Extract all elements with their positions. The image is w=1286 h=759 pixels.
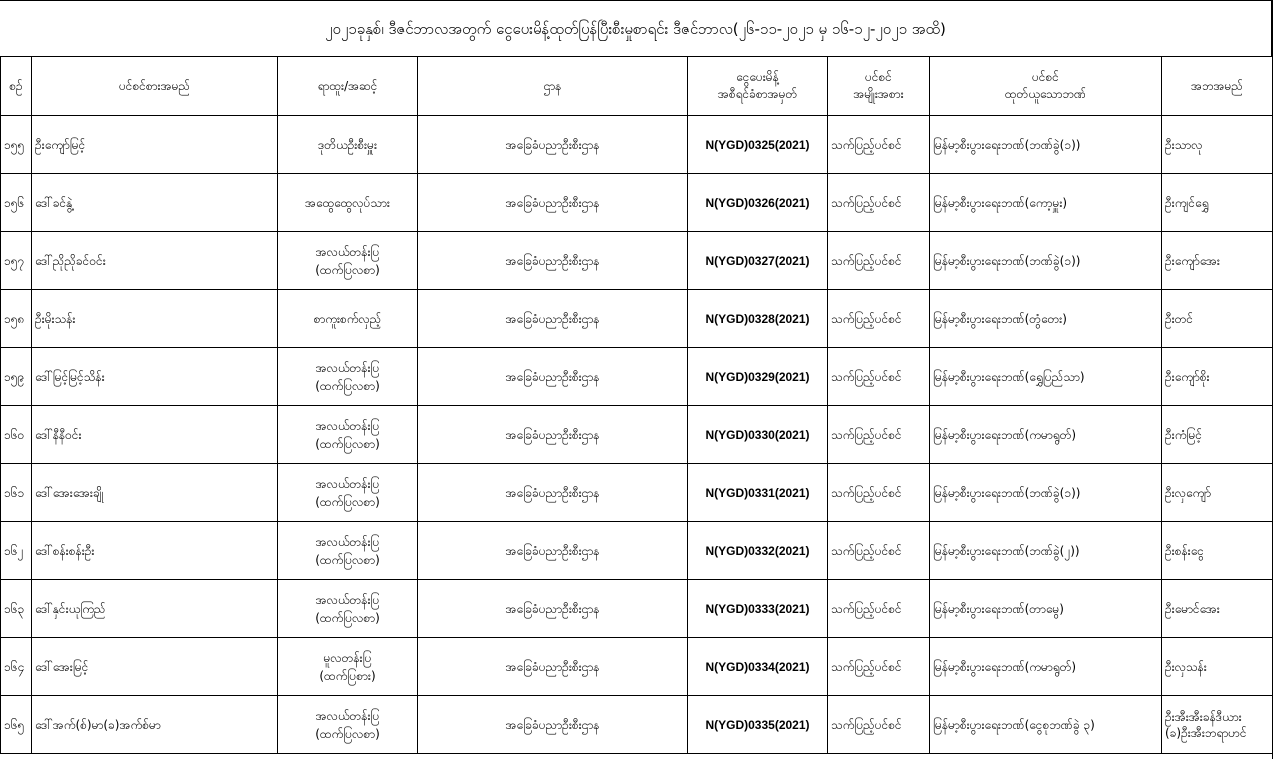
header-bank xyxy=(930,57,1162,116)
pension-table xyxy=(0,56,1273,754)
header-bank-line2: ထုတ်ယူသောဘဏ် xyxy=(1004,87,1087,101)
cell-pension-type: သက်ပြည့်ပင်စင် xyxy=(828,174,930,232)
cell-dept: အခြေခံပညာဦးစီးဌာန xyxy=(418,174,688,232)
cell-bank: မြန်မာ့စီးပွားရေးဘဏ်(ငွေစုဘဏ်ခွဲ ၃) xyxy=(930,696,1162,754)
table-row xyxy=(1,116,1273,174)
cell-rank-line2: (ထက်ပြလစာ) xyxy=(315,262,380,277)
cell-dept: အခြေခံပညာဦးစီးဌာန xyxy=(418,522,688,580)
cell-no: ၁၆၀ xyxy=(1,406,32,464)
cell-rank-line1: အထွေထွေလုပ်သား xyxy=(305,195,390,210)
cell-rank xyxy=(278,522,418,580)
header-name: ပင်စင်စားအမည် xyxy=(32,57,278,116)
sheet-right-edge xyxy=(1272,0,1273,759)
cell-father-name: ဦးကျော်အေး xyxy=(1162,232,1273,290)
cell-dept: အခြေခံပညာဦးစီးဌာန xyxy=(418,116,688,174)
cell-no: ၁၆၄ xyxy=(1,638,32,696)
cell-pension-type: သက်ပြည့်ပင်စင် xyxy=(828,348,930,406)
cell-bank: မြန်မာ့စီးပွားရေးဘဏ်(တာမွေ) xyxy=(930,580,1162,638)
cell-rank-line1: မူလတန်းပြ xyxy=(323,650,372,665)
header-reg-line2: အစီရင်ခံစာအမှတ် xyxy=(717,87,798,101)
cell-name: ဒေါ်အေးအေးချို xyxy=(32,464,278,522)
cell-pension-type: သက်ပြည့်ပင်စင် xyxy=(828,638,930,696)
table-row xyxy=(1,174,1273,232)
table-body xyxy=(1,116,1273,754)
cell-rank-line2: (ထက်ပြလစာ) xyxy=(315,552,380,567)
cell-rank xyxy=(278,232,418,290)
cell-name: ဒေါ်နီနီဝင်း xyxy=(32,406,278,464)
cell-father-name: ဦးအီးအီးခန်ဒီယား (ခ)ဦးအီးဘရာဟင် xyxy=(1162,696,1273,754)
sheet-title: ၂၀၂၁ခုနှစ်၊ ဒီဇင်ဘာလအတွက် ငွေပေးမိန့်ထုတ်ပြန်ပြီးစီးမှုစာရင်း ဒီဇင်ဘာလ(၂၆-၁၁-၂၀၂၁ မှ ၁၆-၁၂-၂၀၂၁ အထိ) xyxy=(0,0,1272,56)
header-bank-line1: ပင်စင် xyxy=(1032,70,1059,84)
header-spouse: အဘအမည် xyxy=(1162,57,1273,116)
header-type-line2: အမျိုးအစား xyxy=(853,87,904,101)
cell-rank-line2: (ထက်ပြစား) xyxy=(319,668,376,683)
cell-rank-line1: အလယ်တန်းပြ xyxy=(315,418,380,433)
cell-bank: မြန်မာ့စီးပွားရေးဘဏ်(ဘဏ်ခွဲ(၂)) xyxy=(930,522,1162,580)
cell-father-name: ဦးကျင်ရွှေ xyxy=(1162,174,1273,232)
header-no: စဉ် xyxy=(1,57,32,116)
cell-dept: အခြေခံပညာဦးစီးဌာန xyxy=(418,638,688,696)
cell-rank xyxy=(278,696,418,754)
cell-reg-number: N(YGD)0331(2021) xyxy=(688,464,828,522)
table-row xyxy=(1,348,1273,406)
cell-rank-line1: အလယ်တန်းပြ xyxy=(315,534,380,549)
cell-reg-number: N(YGD)0327(2021) xyxy=(688,232,828,290)
table-row xyxy=(1,696,1273,754)
cell-rank xyxy=(278,174,418,232)
cell-pension-type: သက်ပြည့်ပင်စင် xyxy=(828,522,930,580)
cell-dept: အခြေခံပညာဦးစီးဌာန xyxy=(418,232,688,290)
cell-no: ၁၅၆ xyxy=(1,174,32,232)
cell-rank xyxy=(278,290,418,348)
table-row xyxy=(1,406,1273,464)
cell-rank-line2: (ထက်ပြလစာ) xyxy=(315,494,380,509)
cell-dept: အခြေခံပညာဦးစီးဌာန xyxy=(418,696,688,754)
header-row xyxy=(1,57,1273,116)
cell-pension-type: သက်ပြည့်ပင်စင် xyxy=(828,696,930,754)
cell-reg-number: N(YGD)0329(2021) xyxy=(688,348,828,406)
cell-father-name: ဦးစန်းငွေ xyxy=(1162,522,1273,580)
cell-rank-line2: (ထက်ပြလစာ) xyxy=(315,436,380,451)
cell-rank-line1: ဒုတိယဦးစီးမှူး xyxy=(318,137,377,152)
cell-father-name: ဦးမောင်အေး xyxy=(1162,580,1273,638)
cell-no: ၁၅၅ xyxy=(1,116,32,174)
cell-rank xyxy=(278,638,418,696)
cell-rank-line2: (ထက်ပြလစာ) xyxy=(315,610,380,625)
cell-rank-line2: (ထက်ပြလစာ) xyxy=(315,378,380,393)
cell-pension-type: သက်ပြည့်ပင်စင် xyxy=(828,406,930,464)
cell-name: ဒေါ်နှင်းယုကြည် xyxy=(32,580,278,638)
cell-rank-line1: အလယ်တန်းပြ xyxy=(315,476,380,491)
cell-reg-number: N(YGD)0335(2021) xyxy=(688,696,828,754)
cell-no: ၁၆၃ xyxy=(1,580,32,638)
cell-name: ဒေါ်ညိုညိုခင်ဝင်း xyxy=(32,232,278,290)
cell-no: ၁၅၉ xyxy=(1,348,32,406)
table-row xyxy=(1,232,1273,290)
cell-reg-number: N(YGD)0332(2021) xyxy=(688,522,828,580)
header-dept: ဌာန xyxy=(418,57,688,116)
cell-father-name: ဦးလှကျော် xyxy=(1162,464,1273,522)
cell-reg-number: N(YGD)0330(2021) xyxy=(688,406,828,464)
cell-name: ဒေါ်စန်းစန်းဦး xyxy=(32,522,278,580)
cell-bank: မြန်မာ့စီးပွားရေးဘဏ်(တွံတေး) xyxy=(930,290,1162,348)
cell-rank xyxy=(278,406,418,464)
cell-rank-line1: အလယ်တန်းပြ xyxy=(315,360,380,375)
cell-bank: မြန်မာ့စီးပွားရေးဘဏ်(ရွှေပြည်သာ) xyxy=(930,348,1162,406)
cell-no: ၁၆၁ xyxy=(1,464,32,522)
table-row xyxy=(1,522,1273,580)
cell-rank-line1: အလယ်တန်းပြ xyxy=(315,244,380,259)
cell-dept: အခြေခံပညာဦးစီးဌာန xyxy=(418,348,688,406)
cell-name: ဒေါ်အေးမြင့် xyxy=(32,638,278,696)
cell-rank xyxy=(278,348,418,406)
cell-bank: မြန်မာ့စီးပွားရေးဘဏ်(ကမာရွတ်) xyxy=(930,638,1162,696)
cell-pension-type: သက်ပြည့်ပင်စင် xyxy=(828,116,930,174)
cell-dept: အခြေခံပညာဦးစီးဌာန xyxy=(418,580,688,638)
cell-father-name: ဦးသာလု xyxy=(1162,116,1273,174)
cell-no: ၁၆၂ xyxy=(1,522,32,580)
cell-father-name: ဦးတင် xyxy=(1162,290,1273,348)
cell-name: ဒေါ်မြင့်မြင့်သိန်း xyxy=(32,348,278,406)
header-reg xyxy=(688,57,828,116)
cell-name: ဦးကျော်မြင့် xyxy=(32,116,278,174)
cell-rank-line2: (ထက်ပြလစာ) xyxy=(315,726,380,741)
cell-no: ၁၅၇ xyxy=(1,232,32,290)
header-type-line1: ပင်စင် xyxy=(865,70,892,84)
cell-rank-line1: စာကူးစက်လှည့် xyxy=(313,311,382,326)
cell-reg-number: N(YGD)0334(2021) xyxy=(688,638,828,696)
cell-bank: မြန်မာ့စီးပွားရေးဘဏ်(ကော့မှူး) xyxy=(930,174,1162,232)
header-reg-line1: ငွေပေးမိန့် xyxy=(736,70,779,84)
cell-reg-number: N(YGD)0326(2021) xyxy=(688,174,828,232)
cell-rank xyxy=(278,580,418,638)
cell-name: ဦးမိုးသန်း xyxy=(32,290,278,348)
cell-bank: မြန်မာ့စီးပွားရေးဘဏ်(ဘဏ်ခွဲ(၁)) xyxy=(930,464,1162,522)
cell-rank xyxy=(278,464,418,522)
cell-father-name: ဦးကျော်စိုး xyxy=(1162,348,1273,406)
cell-pension-type: သက်ပြည့်ပင်စင် xyxy=(828,464,930,522)
cell-name: ဒေါ်အက်(စ်)မာ(ခ)အက်စ်မာ xyxy=(32,696,278,754)
cell-reg-number: N(YGD)0333(2021) xyxy=(688,580,828,638)
cell-no: ၁၅၈ xyxy=(1,290,32,348)
cell-rank-line1: အလယ်တန်းပြ xyxy=(315,708,380,723)
table-row xyxy=(1,464,1273,522)
table-row xyxy=(1,580,1273,638)
cell-no: ၁၆၅ xyxy=(1,696,32,754)
cell-dept: အခြေခံပညာဦးစီးဌာန xyxy=(418,406,688,464)
cell-pension-type: သက်ပြည့်ပင်စင် xyxy=(828,290,930,348)
cell-bank: မြန်မာ့စီးပွားရေးဘဏ်(ကမာရွတ်) xyxy=(930,406,1162,464)
cell-father-name: ဦးလှသန်း xyxy=(1162,638,1273,696)
header-type xyxy=(828,57,930,116)
cell-rank-line1: အလယ်တန်းပြ xyxy=(315,592,380,607)
cell-bank: မြန်မာ့စီးပွားရေးဘဏ်(ဘဏ်ခွဲ(၁)) xyxy=(930,116,1162,174)
cell-pension-type: သက်ပြည့်ပင်စင် xyxy=(828,232,930,290)
cell-dept: အခြေခံပညာဦးစီးဌာန xyxy=(418,464,688,522)
cell-reg-number: N(YGD)0328(2021) xyxy=(688,290,828,348)
cell-pension-type: သက်ပြည့်ပင်စင် xyxy=(828,580,930,638)
table-row xyxy=(1,638,1273,696)
cell-dept: အခြေခံပညာဦးစီးဌာန xyxy=(418,290,688,348)
cell-reg-number: N(YGD)0325(2021) xyxy=(688,116,828,174)
table-row xyxy=(1,290,1273,348)
cell-name: ဒေါ်ခင်နွဲ့ xyxy=(32,174,278,232)
cell-father-name: ဦးကံမြင့် xyxy=(1162,406,1273,464)
header-rank: ရာထူး/အဆင့် xyxy=(278,57,418,116)
cell-bank: မြန်မာ့စီးပွားရေးဘဏ်(ဘဏ်ခွဲ(၁)) xyxy=(930,232,1162,290)
cell-rank xyxy=(278,116,418,174)
